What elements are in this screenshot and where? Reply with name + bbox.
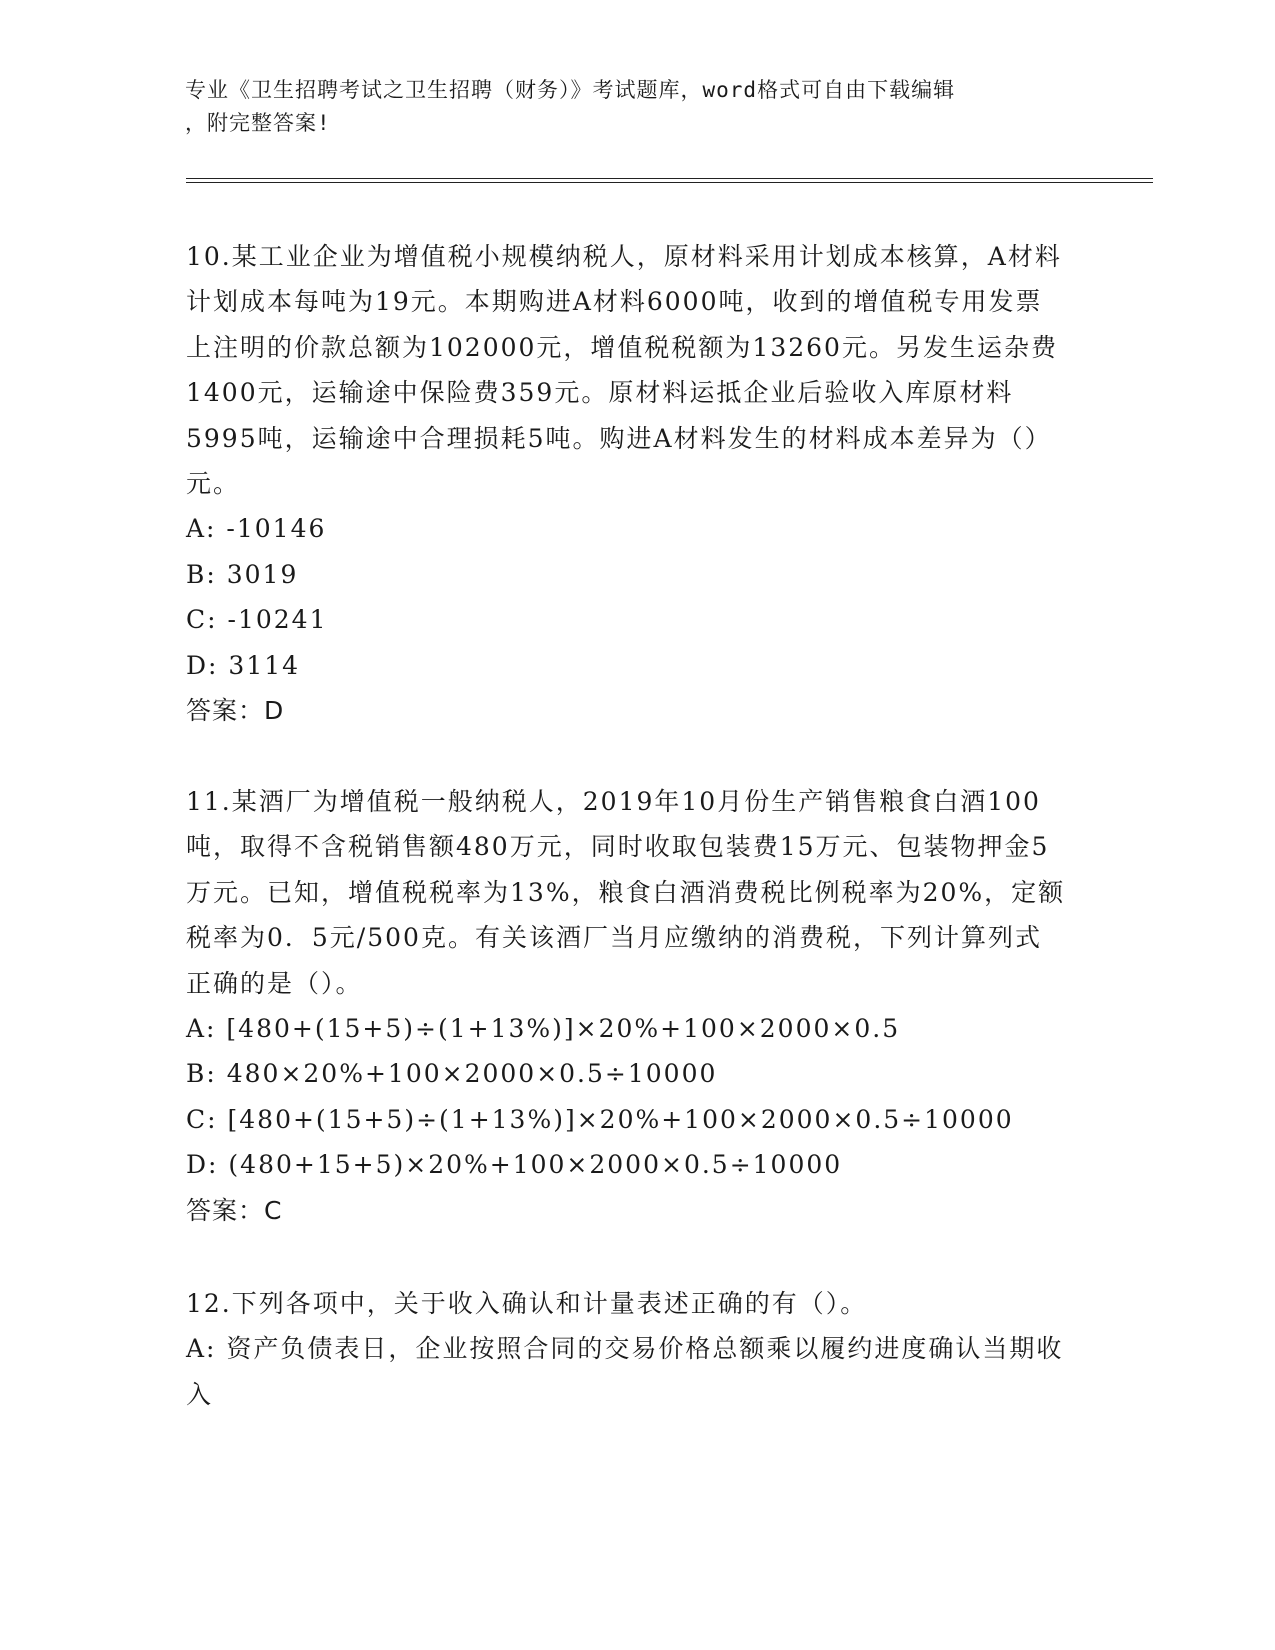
option-a: A: -10146: [186, 514, 327, 544]
option-a: A: 资产负债表日，企业按照合同的交易价格总额乘以履约进度确认当期收入: [186, 1334, 1064, 1409]
option-a: A: [480+(15+5)÷(1+13%)]×20%+100×2000×0.5: [186, 1014, 901, 1044]
option-b: B: 3019: [186, 559, 299, 589]
question-11: [186, 779, 1066, 1233]
header-line-1: 专业《卫生招聘考试之卫生招聘（财务）》考试题库，word格式可自由下载编辑: [185, 78, 956, 102]
header-divider: [186, 178, 1153, 183]
option-b: B: 480×20%+100×2000×0.5÷10000: [186, 1059, 718, 1089]
option-c: C: -10241: [186, 605, 328, 635]
question-12: [186, 1281, 1066, 1417]
question-stem: 11.某酒厂为增值税一般纳税人，2019年10月份生产销售粮食白酒100吨，取得不含税销售额480万元，同时收取包装费15万元、包装物押金5万元。已知，增值税税率为13%，粮食白酒消费税比例税率为20%，定额税率为0．5元/500克。有关该酒厂当月应缴纳的消费税，下列计算列式正确的是（）。: [186, 787, 1066, 998]
question-10: [186, 234, 1066, 733]
question-stem: 12.下列各项中，关于收入确认和计量表述正确的有（）。: [186, 1289, 868, 1318]
question-stem: 10.某工业企业为增值税小规模纳税人，原材料采用计划成本核算，A材料计划成本每吨为19元。本期购进A材料6000吨，收到的增值税专用发票上注明的价款总额为102000元，增值税税额为13260元。另发生运杂费1400元，运输途中保险费359元。原材料运抵企业后验收入库原材料5995吨，运输途中合理损耗5吨。购进A材料发生的材料成本差异为（）元。: [186, 242, 1062, 499]
document-header: [185, 74, 1065, 140]
header-line-2: ，附完整答案!: [185, 111, 331, 135]
answer-label: 答案：D: [186, 696, 285, 726]
option-c: C: [480+(15+5)÷(1+13%)]×20%+100×2000×0.5÷10000: [186, 1104, 1014, 1134]
option-d: D: (480+15+5)×20%+100×2000×0.5÷10000: [186, 1150, 843, 1180]
option-d: D: 3114: [186, 650, 301, 680]
answer-label: 答案：C: [186, 1195, 283, 1225]
